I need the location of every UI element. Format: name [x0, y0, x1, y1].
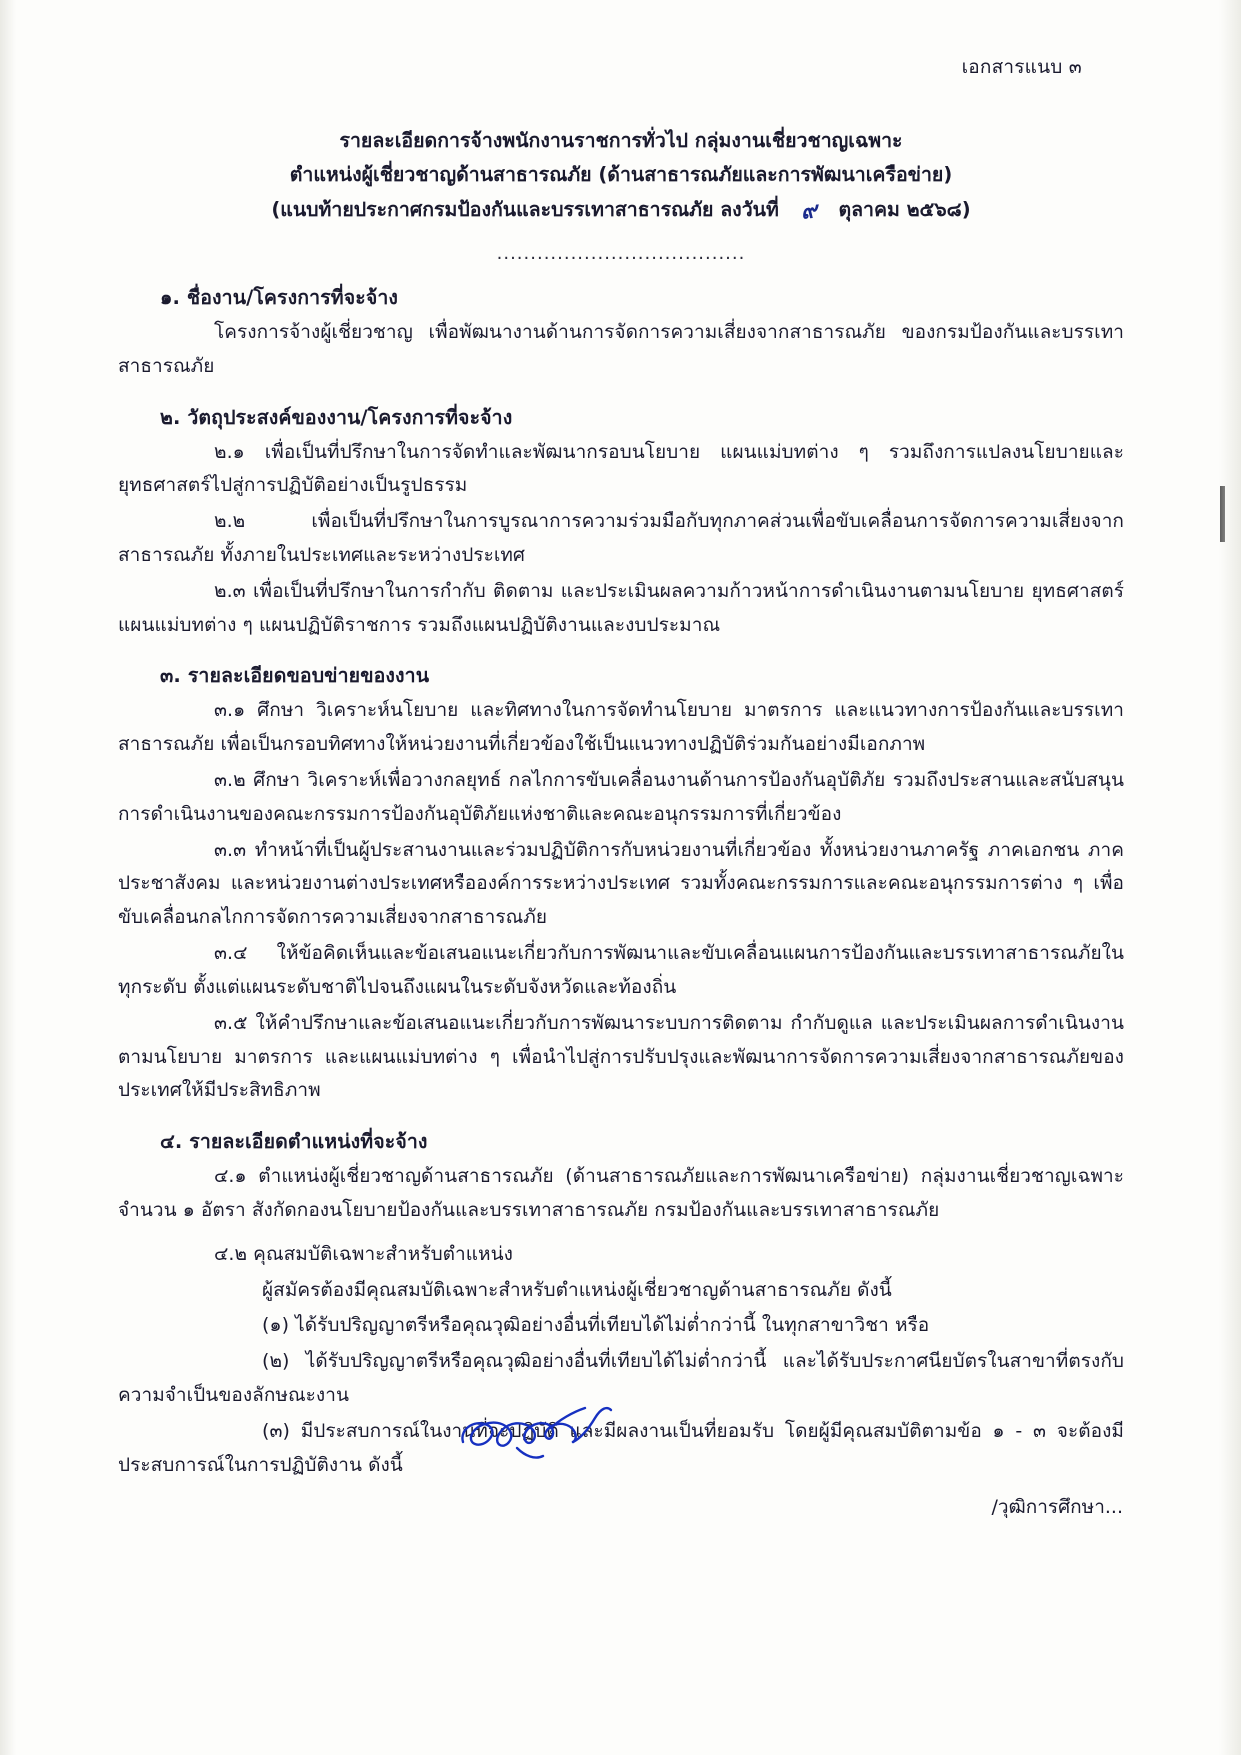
section-3-paragraph-1: ๓.๑ ศึกษา วิเคราะห์นโยบาย และทิศทางในการจัดทำนโยบาย มาตรการ และแนวทางการป้องกันและบรรเทาสาธารณภัย เพื่อเป็นกรอบทิศทางให้หน่วยงานที่เกี่ยวข้องใช้เป็นแนวทางปฏิบัติร่วมกันอย่างมีเอกภาพ	[118, 699, 1124, 756]
section-4-heading: ๔. รายละเอียดตำแหน่งที่จะจ้าง	[160, 1130, 428, 1154]
document-title-block	[118, 124, 1124, 229]
section-1	[118, 282, 1124, 384]
section-4-2-lead: ผู้สมัครต้องมีคุณสมบัติเฉพาะสำหรับตำแหน่งผู้เชี่ยวชาญด้านสาธารณภัย ดังนี้	[262, 1278, 892, 1301]
section-2-heading: ๒. วัตถุประสงค์ของงาน/โครงการที่จะจ้าง	[160, 405, 513, 429]
section-4-2-item-3: (๓) มีประสบการณ์ในงานที่จะปฏิบัติ และมีผลงานเป็นที่ยอมรับ โดยผู้มีคุณสมบัติตามข้อ ๑ - ๓ จะต้องมีประสบการณ์ในการปฏิบัติงาน ดังนี้	[118, 1419, 1124, 1476]
attachment-label: เอกสารแนบ ๓	[961, 56, 1082, 78]
section-3-heading: ๓. รายละเอียดขอบข่ายของงาน	[160, 664, 430, 688]
page-title-line-3	[118, 191, 1124, 229]
signature	[455, 1398, 625, 1468]
section-3-paragraph-2: ๓.๒ ศึกษา วิเคราะห์เพื่อวางกลยุทธ์ กลไกการขับเคลื่อนงานด้านการป้องกันอุบัติภัย รวมถึงประสานและสนับสนุนการดำเนินงานของคณะกรรมการป้องกันอุบัติภัยแห่งชาติและคณะอนุกรรมการที่เกี่ยวข้อง	[118, 769, 1124, 825]
section-2-paragraph-1: ๒.๑ เพื่อเป็นที่ปรึกษาในการจัดทำและพัฒนากรอบนโยบาย แผนแม่บทต่าง ๆ รวมถึงการแปลงนโยบายและยุทธศาสตร์ไปสู่การปฏิบัติอย่างเป็นรูปธรรม	[118, 440, 1124, 497]
section-3-paragraph-5: ๓.๕ ให้คำปรึกษาและข้อเสนอแนะเกี่ยวกับการพัฒนาระบบการติดตาม กำกับดูแล และประเมินผลการดำเนินงานตามนโยบาย มาตรการ และแผนแม่บทต่าง ๆ เพื่อนำไปสู่การปรับปรุงและพัฒนาการจัดการความเสี่ยงจากสาธารณภัยของประเทศให้มีประสิทธิภาพ	[118, 1011, 1124, 1102]
scan-edge-artifact	[1220, 486, 1225, 542]
document-content	[118, 0, 1124, 1482]
section-4-paragraph-1: ๔.๑ ตำแหน่งผู้เชี่ยวชาญด้านสาธารณภัย (ด้านสาธารณภัยและการพัฒนาเครือข่าย) กลุ่มงานเชี่ยวชาญเฉพาะ จำนวน ๑ อัตรา สังกัดกองนโยบายป้องกันและบรรเทาสาธารณภัย กรมป้องกันและบรรเทาสาธารณภัย	[118, 1165, 1124, 1221]
section-1-heading: ๑. ชื่องาน/โครงการที่จะจ้าง	[160, 285, 399, 309]
section-3	[118, 660, 1124, 1108]
section-3-paragraph-3: ๓.๓ ทำหน้าที่เป็นผู้ประสานงานและร่วมปฏิบัติการกับหน่วยงานที่เกี่ยวข้อง ทั้งหน่วยงานภาครัฐ ภาคเอกชน ภาคประชาสังคม และหน่วยงานต่างประเทศหรือองค์การระหว่างประเทศ รวมทั้งคณะกรรมการและคณะอนุกรรมการต่าง ๆ เพื่อขับเคลื่อนกลไกการจัดการความเสี่ยงจากสาธารณภัย	[118, 838, 1124, 929]
page-title-line-2: ตำแหน่งผู้เชี่ยวชาญด้านสาธารณภัย (ด้านสาธารณภัยและการพัฒนาเครือข่าย)	[289, 162, 953, 186]
section-3-paragraph-4: ๓.๔ ให้ข้อคิดเห็นและข้อเสนอแนะเกี่ยวกับการพัฒนาและขับเคลื่อนแผนการป้องกันและบรรเทาสาธารณภัยในทุกระดับ ตั้งแต่แผนระดับชาติไปจนถึงแผนในระดับจังหวัดและท้องถิ่น	[118, 942, 1124, 998]
divider: .....................................	[496, 242, 746, 264]
section-4-2-item-2: (๒) ได้รับปริญญาตรีหรือคุณวุฒิอย่างอื่นที่เทียบได้ไม่ต่ำกว่านี้ และได้รับประกาศนียบัตรในสาขาที่ตรงกับความจำเป็นของลักษณะงาน	[118, 1350, 1124, 1407]
handwritten-day: ๙	[799, 197, 818, 225]
section-4-2-item-1: (๑) ได้รับปริญญาตรีหรือคุณวุฒิอย่างอื่นที่เทียบได้ไม่ต่ำกว่านี้ ในทุกสาขาวิชา หรือ	[262, 1314, 930, 1337]
section-4-2-heading: ๔.๒ คุณสมบัติเฉพาะสำหรับตำแหน่ง	[214, 1242, 513, 1265]
announcement-prefix: (แนบท้ายประกาศกรมป้องกันและบรรเทาสาธารณภัย ลงวันที่	[271, 198, 779, 222]
announcement-suffix: ตุลาคม ๒๕๖๘)	[838, 198, 971, 222]
section-2-paragraph-2: ๒.๒ เพื่อเป็นที่ปรึกษาในการบูรณาการความร่วมมือกับทุกภาคส่วนเพื่อขับเคลื่อนการจัดการความเสี่ยงจากสาธารณภัย ทั้งภายในประเทศและระหว่างประเทศ	[118, 510, 1124, 566]
section-1-paragraph-1: โครงการจ้างผู้เชี่ยวชาญ เพื่อพัฒนางานด้านการจัดการความเสี่ยงจากสาธารณภัย ของกรมป้องกันและบรรเทาสาธารณภัย	[118, 320, 1124, 377]
section-2-paragraph-3: ๒.๓ เพื่อเป็นที่ปรึกษาในการกำกับ ติดตาม และประเมินผลความก้าวหน้าการดำเนินงานตามนโยบาย ยุทธศาสตร์ แผนแม่บทต่าง ๆ แผนปฏิบัติราชการ รวมถึงแผนปฏิบัติงานและงบประมาณ	[118, 579, 1124, 636]
footer-continuation-note: /วุฒิการศึกษา...	[991, 1496, 1123, 1518]
section-2	[118, 402, 1124, 643]
page-title-line-1: รายละเอียดการจ้างพนักงานราชการทั่วไป กลุ่มงานเชี่ยวชาญเฉพาะ	[339, 129, 903, 152]
